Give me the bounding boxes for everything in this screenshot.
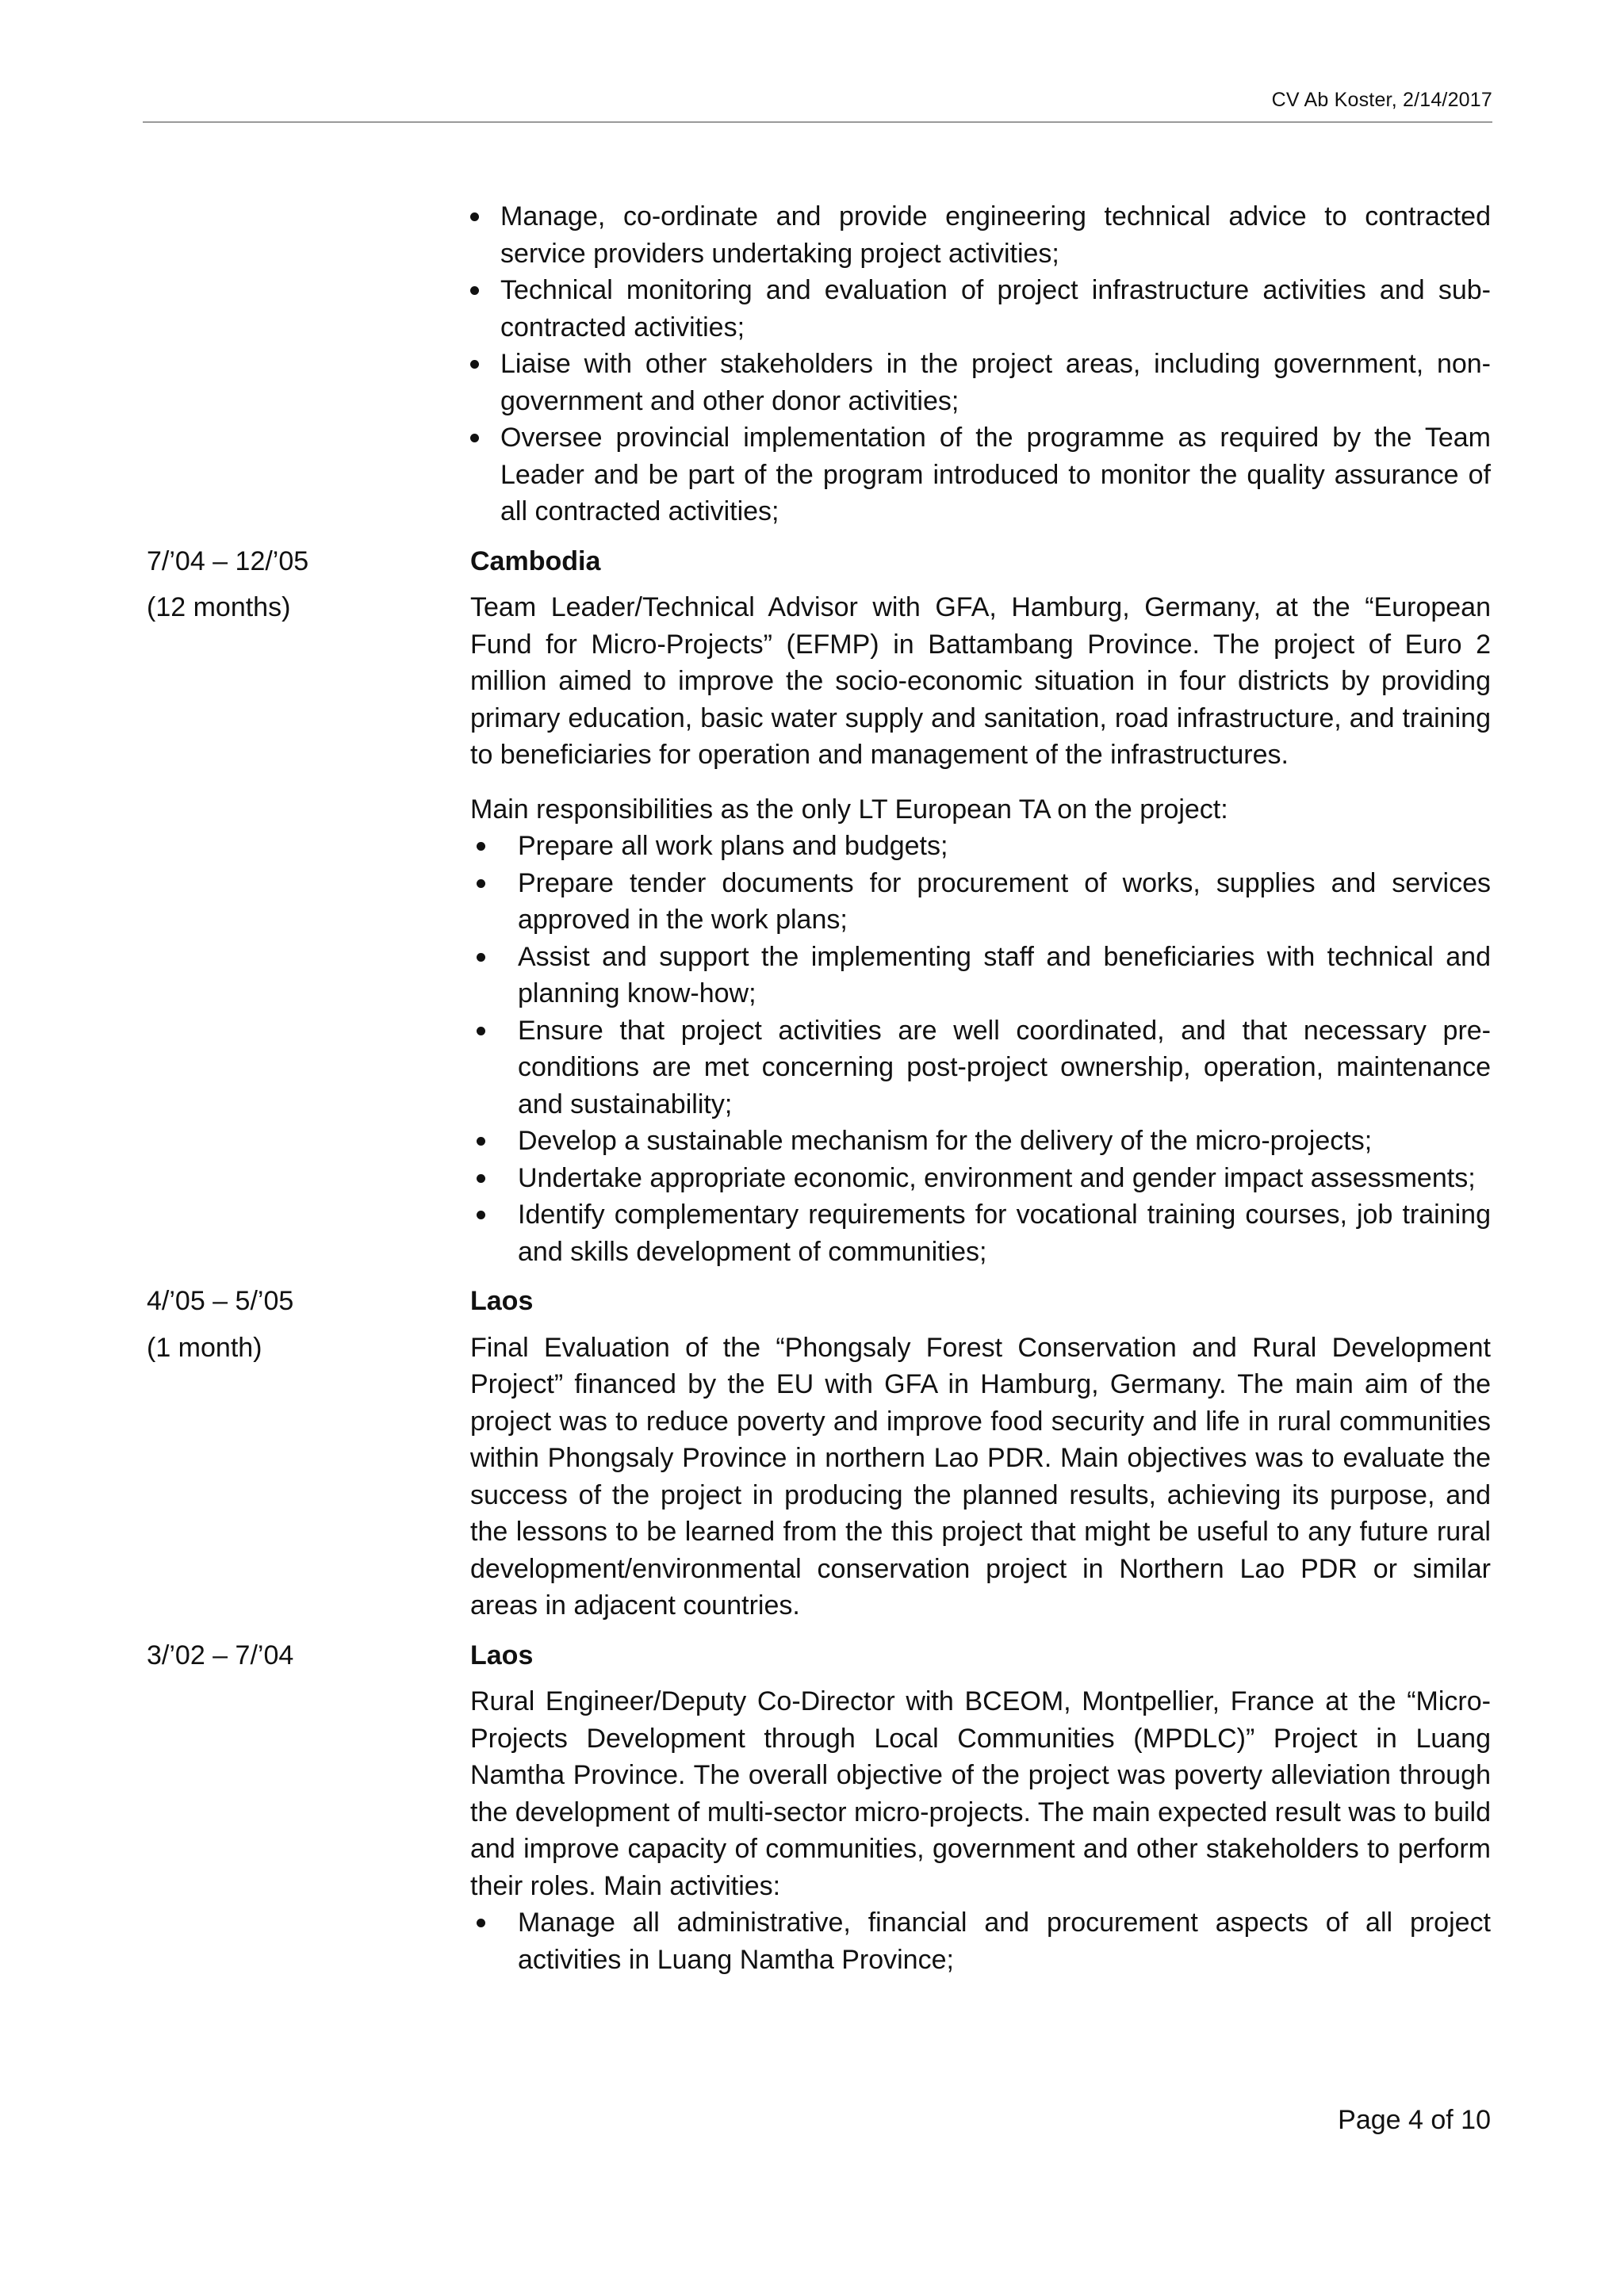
bullet-icon	[470, 286, 479, 295]
bullet-icon	[477, 953, 485, 962]
intro-bullet-list	[470, 198, 1491, 530]
bullet-icon	[470, 434, 479, 442]
list-item: Technical monitoring and evaluation of project infrastructure activities and sub-contracted activities;	[470, 272, 1491, 346]
responsibilities-list	[470, 828, 1491, 1270]
entry-dates: 3/’02 – 7/’04	[147, 1640, 294, 1670]
list-item: Develop a sustainable mechanism for the delivery of the micro-projects;	[470, 1123, 1491, 1160]
bullet-icon	[477, 1174, 485, 1183]
list-item: Manage, co-ordinate and provide engineering technical advice to contracted service providers undertaking project activities;	[470, 198, 1491, 272]
list-item: Undertake appropriate economic, environment and gender impact assessments;	[470, 1160, 1491, 1197]
list-item: Prepare all work plans and budgets;	[470, 828, 1491, 865]
bullet-icon	[477, 1027, 485, 1035]
bullet-icon	[477, 842, 485, 851]
bullet-icon	[477, 1137, 485, 1146]
intro-section	[147, 198, 1491, 530]
header-title: CV Ab Koster, 2/14/2017	[1271, 89, 1492, 111]
cv-content	[147, 198, 1491, 1978]
entry-cambodia	[147, 543, 1491, 1271]
bullet-icon	[477, 879, 485, 888]
bullet-icon	[470, 360, 479, 369]
entry-duration: (12 months)	[147, 592, 291, 622]
entry-description: Team Leader/Technical Advisor with GFA, Hamburg, Germany, at the “European Fund for Micro-Projects” (EFMP) in Battambang Province. The project of Euro 2 million aimed to improve the socio-economic situation in four districts by providing primary education, basic water supply and sanitation, road infrastructure, and training to beneficiaries for operation and management of the infrastructures.	[470, 592, 1491, 770]
list-item: Oversee provincial implementation of the programme as required by the Team Leader and be part of the program introduced to monitor the quality assurance of all contracted activities;	[470, 419, 1491, 530]
activities-list	[470, 1904, 1491, 1978]
list-item: Prepare tender documents for procurement of works, supplies and services approved in the work plans;	[470, 865, 1491, 939]
list-item: Identify complementary requirements for vocational training courses, job training and skills development of communities;	[470, 1196, 1491, 1270]
entry-country: Laos	[470, 1286, 534, 1316]
entry-country: Cambodia	[470, 545, 601, 576]
entry-duration: (1 month)	[147, 1332, 262, 1363]
entry-country: Laos	[470, 1640, 534, 1670]
entry-dates: 4/’05 – 5/’05	[147, 1286, 294, 1316]
page-number: Page 4 of 10	[1338, 2105, 1491, 2135]
entry-laos-2002	[147, 1637, 1491, 1979]
entry-dates: 7/’04 – 12/’05	[147, 545, 309, 576]
entry-description: Rural Engineer/Deputy Co-Director with BCEOM, Montpellier, France at the “Micro-Projects Development through Local Communities (MPDLC)” Project in Luang Namtha Province. The overall objective of the project was poverty alleviation through the development of multi-sector micro-projects. The main expected result was to build and improve capacity of communities, government and other stakeholders to perform their roles. Main activities:	[470, 1686, 1491, 1901]
list-item: Ensure that project activities are well coordinated, and that necessary pre-conditions are met concerning post-project ownership, operation, maintenance and sustainability;	[470, 1012, 1491, 1123]
list-item: Liaise with other stakeholders in the project areas, including government, non-government and other donor activities;	[470, 346, 1491, 419]
responsibilities-intro: Main responsibilities as the only LT European TA on the project:	[470, 794, 1228, 825]
bullet-icon	[470, 212, 479, 221]
list-item: Assist and support the implementing staff and beneficiaries with technical and planning know-how;	[470, 939, 1491, 1012]
entry-description: Final Evaluation of the “Phongsaly Forest Conservation and Rural Development Project” financed by the EU with GFA in Hamburg, Germany. The main aim of the project was to reduce poverty and improve food security and life in rural communities within Phongsaly Province in northern Lao PDR. Main objectives was to evaluate the success of the project in producing the planned results, achieving its purpose, and the lessons to be learned from the this project that might be useful to any future rural development/environmental conservation project in Northern Lao PDR or similar areas in adjacent countries.	[470, 1332, 1491, 1621]
list-item: Manage all administrative, financial and procurement aspects of all project activities in Luang Namtha Province;	[470, 1904, 1491, 1978]
entry-laos-2005	[147, 1283, 1491, 1624]
header-divider	[143, 121, 1492, 123]
bullet-icon	[477, 1919, 485, 1927]
bullet-icon	[477, 1211, 485, 1219]
